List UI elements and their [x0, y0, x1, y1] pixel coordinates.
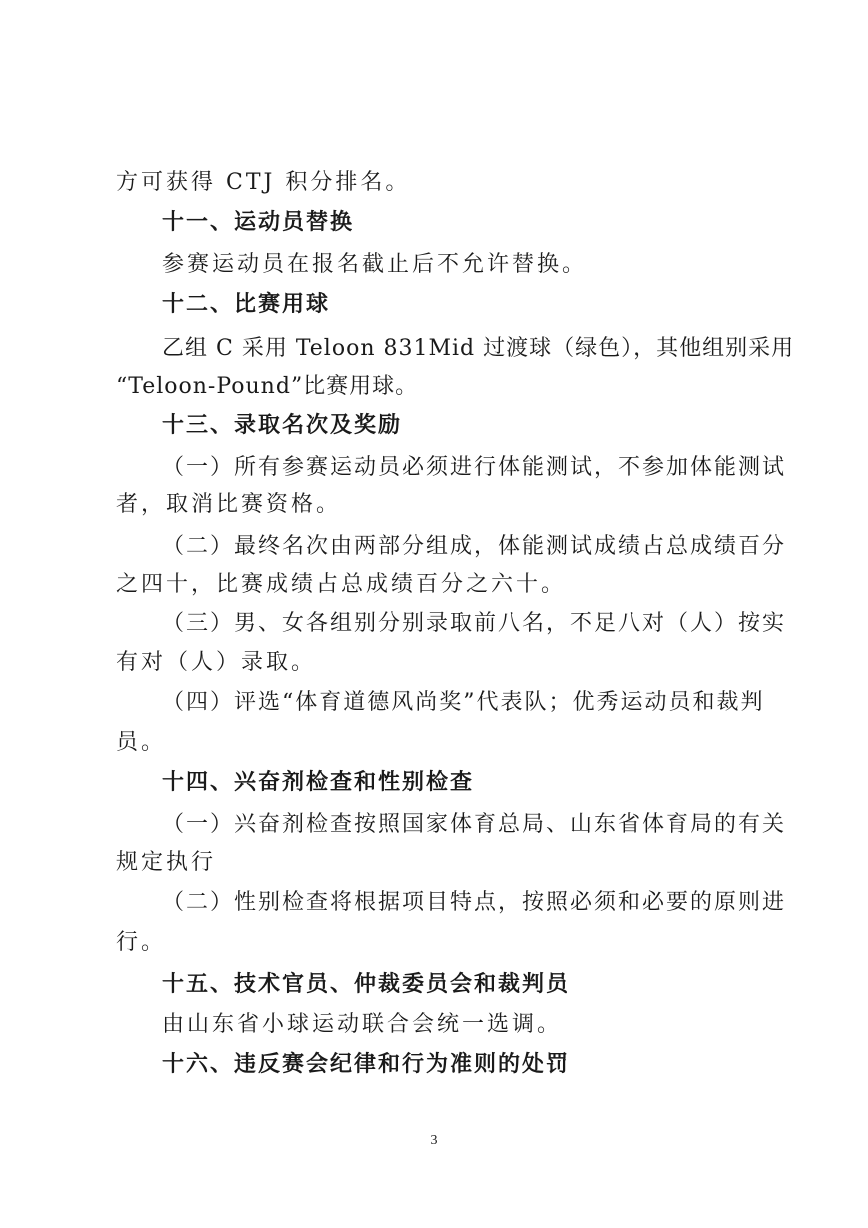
section-heading-13: 十三、录取名次及奖励	[162, 413, 403, 438]
section-heading-11: 十一、运动员替换	[162, 210, 355, 235]
paragraph-line: 者，取消比赛资格。	[116, 492, 342, 517]
paragraph-line: 员。	[116, 730, 167, 755]
paragraph-line: 规定执行	[116, 850, 217, 875]
paragraph-line: 行。	[116, 930, 167, 955]
paragraph-line: 参赛运动员在报名截止后不允许替换。	[162, 252, 588, 277]
paragraph-line: 由山东省小球运动联合会统一选调。	[162, 1012, 563, 1037]
section-heading-15: 十五、技术官员、仲裁委员会和裁判员	[162, 972, 571, 997]
paragraph-line: （二）性别检查将根据项目特点，按照必须和必要的原则进	[162, 890, 787, 915]
paragraph-line: （四）评选“体育道德风尚奖”代表队；优秀运动员和裁判	[162, 690, 765, 715]
section-heading-12: 十二、比赛用球	[162, 292, 331, 317]
paragraph-line: 有对（人）录取。	[116, 650, 317, 675]
section-heading-16: 十六、违反赛会纪律和行为准则的处罚	[162, 1052, 571, 1077]
paragraph-line: （一）兴奋剂检查按照国家体育总局、山东省体育局的有关	[162, 812, 787, 837]
paragraph-line: （三）男、女各组别分别录取前八名，不足八对（人）按实	[162, 611, 787, 636]
paragraph-line: 方可获得 CTJ 积分排名。	[116, 170, 411, 195]
paragraph-line: （一）所有参赛运动员必须进行体能测试，不参加体能测试	[162, 455, 787, 480]
page-number: 3	[430, 1133, 438, 1148]
paragraph-line: “Teloon-Pound”比赛用球。	[116, 374, 419, 399]
section-heading-14: 十四、兴奋剂检查和性别检查	[162, 770, 475, 795]
paragraph-line: 乙组 C 采用 Teloon 831Mid 过渡球（绿色），其他组别采用	[162, 336, 795, 361]
paragraph-line: （二）最终名次由两部分组成，体能测试成绩占总成绩百分	[162, 534, 787, 559]
paragraph-line: 之四十，比赛成绩占总成绩百分之六十。	[116, 572, 567, 597]
